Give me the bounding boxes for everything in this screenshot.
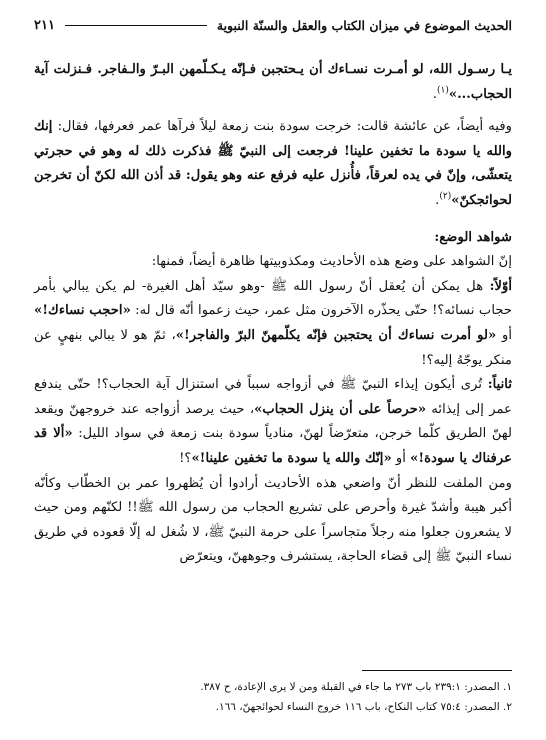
text-run: هل يمكن أن يُعقل أنّ رسول الله ﷺ -وهو سيّد أهل الغيرة- لم يكن يبالي بأمر حجاب نسائه؟! حتّى يحذّره الآخرون مثل عمر، حيث زعموا أنّه قال له: — [34, 278, 512, 319]
text-run: ، ثمّ هو لا يبالي بنهيٍ عن منكر يوجّهُ إليه؟! — [34, 327, 512, 368]
quote: «لو أمرت نساءك أن يحتجبن فإنّه يكلّمهنّ البرّ والفاجر!» — [175, 327, 497, 343]
point-lead: ثانياً: — [487, 377, 512, 393]
punctuation: . — [432, 86, 437, 102]
page-header — [34, 14, 512, 36]
hadith-quote: إنك والله يا سودة ما تخفين علينا! فرجعت إلى النبيّ ﷺ فذكرت ذلك له وهو في حجرتي يتعشّى، وإنّ في يده لعرقاً، فأُنزل عليه فرفع عنه وهو يقول: قد أذن الله لكنّ أن تخرجن لحوائجكنّ» — [34, 119, 512, 208]
text-run: ؟! — [179, 450, 192, 466]
paragraph — [34, 373, 512, 471]
footnote-separator — [362, 670, 512, 671]
punctuation: . — [435, 192, 440, 208]
paragraph — [34, 275, 512, 373]
narration-intro: وفيه أيضاً، عن عائشة قالت: خرجت سودة بنت زمعة ليلاً فرآها عمر فعرفها، فقال: — [57, 119, 512, 135]
footnotes — [34, 677, 512, 717]
quote: «إنّك والله يا سودة ما تخفين علينا!» — [191, 450, 392, 466]
footnote-ref: (٢) — [439, 191, 452, 202]
text-run: أو — [391, 450, 411, 466]
section-heading — [34, 226, 512, 251]
page-body — [34, 58, 512, 570]
paragraph — [34, 115, 512, 213]
paragraph: إنّ الشواهد على وضع هذه الأحاديث ومكذوبيتها ظاهرة أيضاً، فمنها: — [151, 254, 512, 270]
running-title: الحديث الموضوع في ميزان الكتاب والعقل والسنّة النبوية — [216, 17, 512, 33]
quote: «احجب نساءك!» — [34, 303, 131, 319]
text-run: أو — [496, 327, 513, 343]
point-lead: أوّلاً: — [489, 278, 512, 294]
hadith-quote: يـا رسـول الله، لو أمـرت نسـاءك أن يـحتجبن فـإنّه يـكـلّمهن البـرّ والـفاجر. فـنزلت آية الحجاب...» — [34, 62, 512, 102]
quote: «حرصاً على أن ينزل الحجاب» — [254, 401, 427, 417]
paragraph: ومن الملفت للنظر أنّ واضعي هذه الأحاديث أرادوا أن يُظهروا عمر بن الخطّاب وكأنّه أكبر هيبة وأشدّ غيرة وأحرص على تشريع الحجاب من رسول الله ﷺ!! لكنّهم ومن حيث لا يشعرون جعلوا منه رجلاً متجاسراً على حرمة النبيّ ﷺ، لا شُغل له إلّا قعوده في طريق نساء النبيّ ﷺ إلى قضاء الحاجة، يستشرف وجوههنّ، ويتعرّض — [34, 475, 512, 565]
footnote: ١. المصدر: ٢٣٩:١ باب ٢٧٣ ما جاء في القبلة ومن لا يرى الإعادة، ح ٣٨٧. — [200, 681, 512, 693]
text-run: ، حيث يرصد أزواجه عند خروجهنّ ويقعد لهنّ الطريق كلّما خرجن، متعرّضاً لهنّ، منادياً سودة بنت زمعة في سواد الليل: — [34, 401, 512, 442]
footnote: ٢. المصدر: ٧٥:٤ كتاب النكاح، باب ١١٦ خروج النساء لحوائجهنّ، ١٦٦. — [215, 701, 512, 713]
section-title: شواهد الوضع: — [434, 229, 512, 245]
paragraph — [34, 58, 512, 107]
header-rule — [65, 25, 207, 26]
text-run: تُرى أيكون إيذاء النبيّ ﷺ في أزواجه سبباً في استنزال آية الحجاب؟! حتّى يندفع عمر إلى إيذائه — [34, 377, 512, 417]
quote: «ألا قد عرفناك يا سودة!» — [34, 426, 512, 466]
page-number: ٢١١ — [34, 17, 55, 33]
footnote-ref: (١) — [436, 85, 449, 96]
